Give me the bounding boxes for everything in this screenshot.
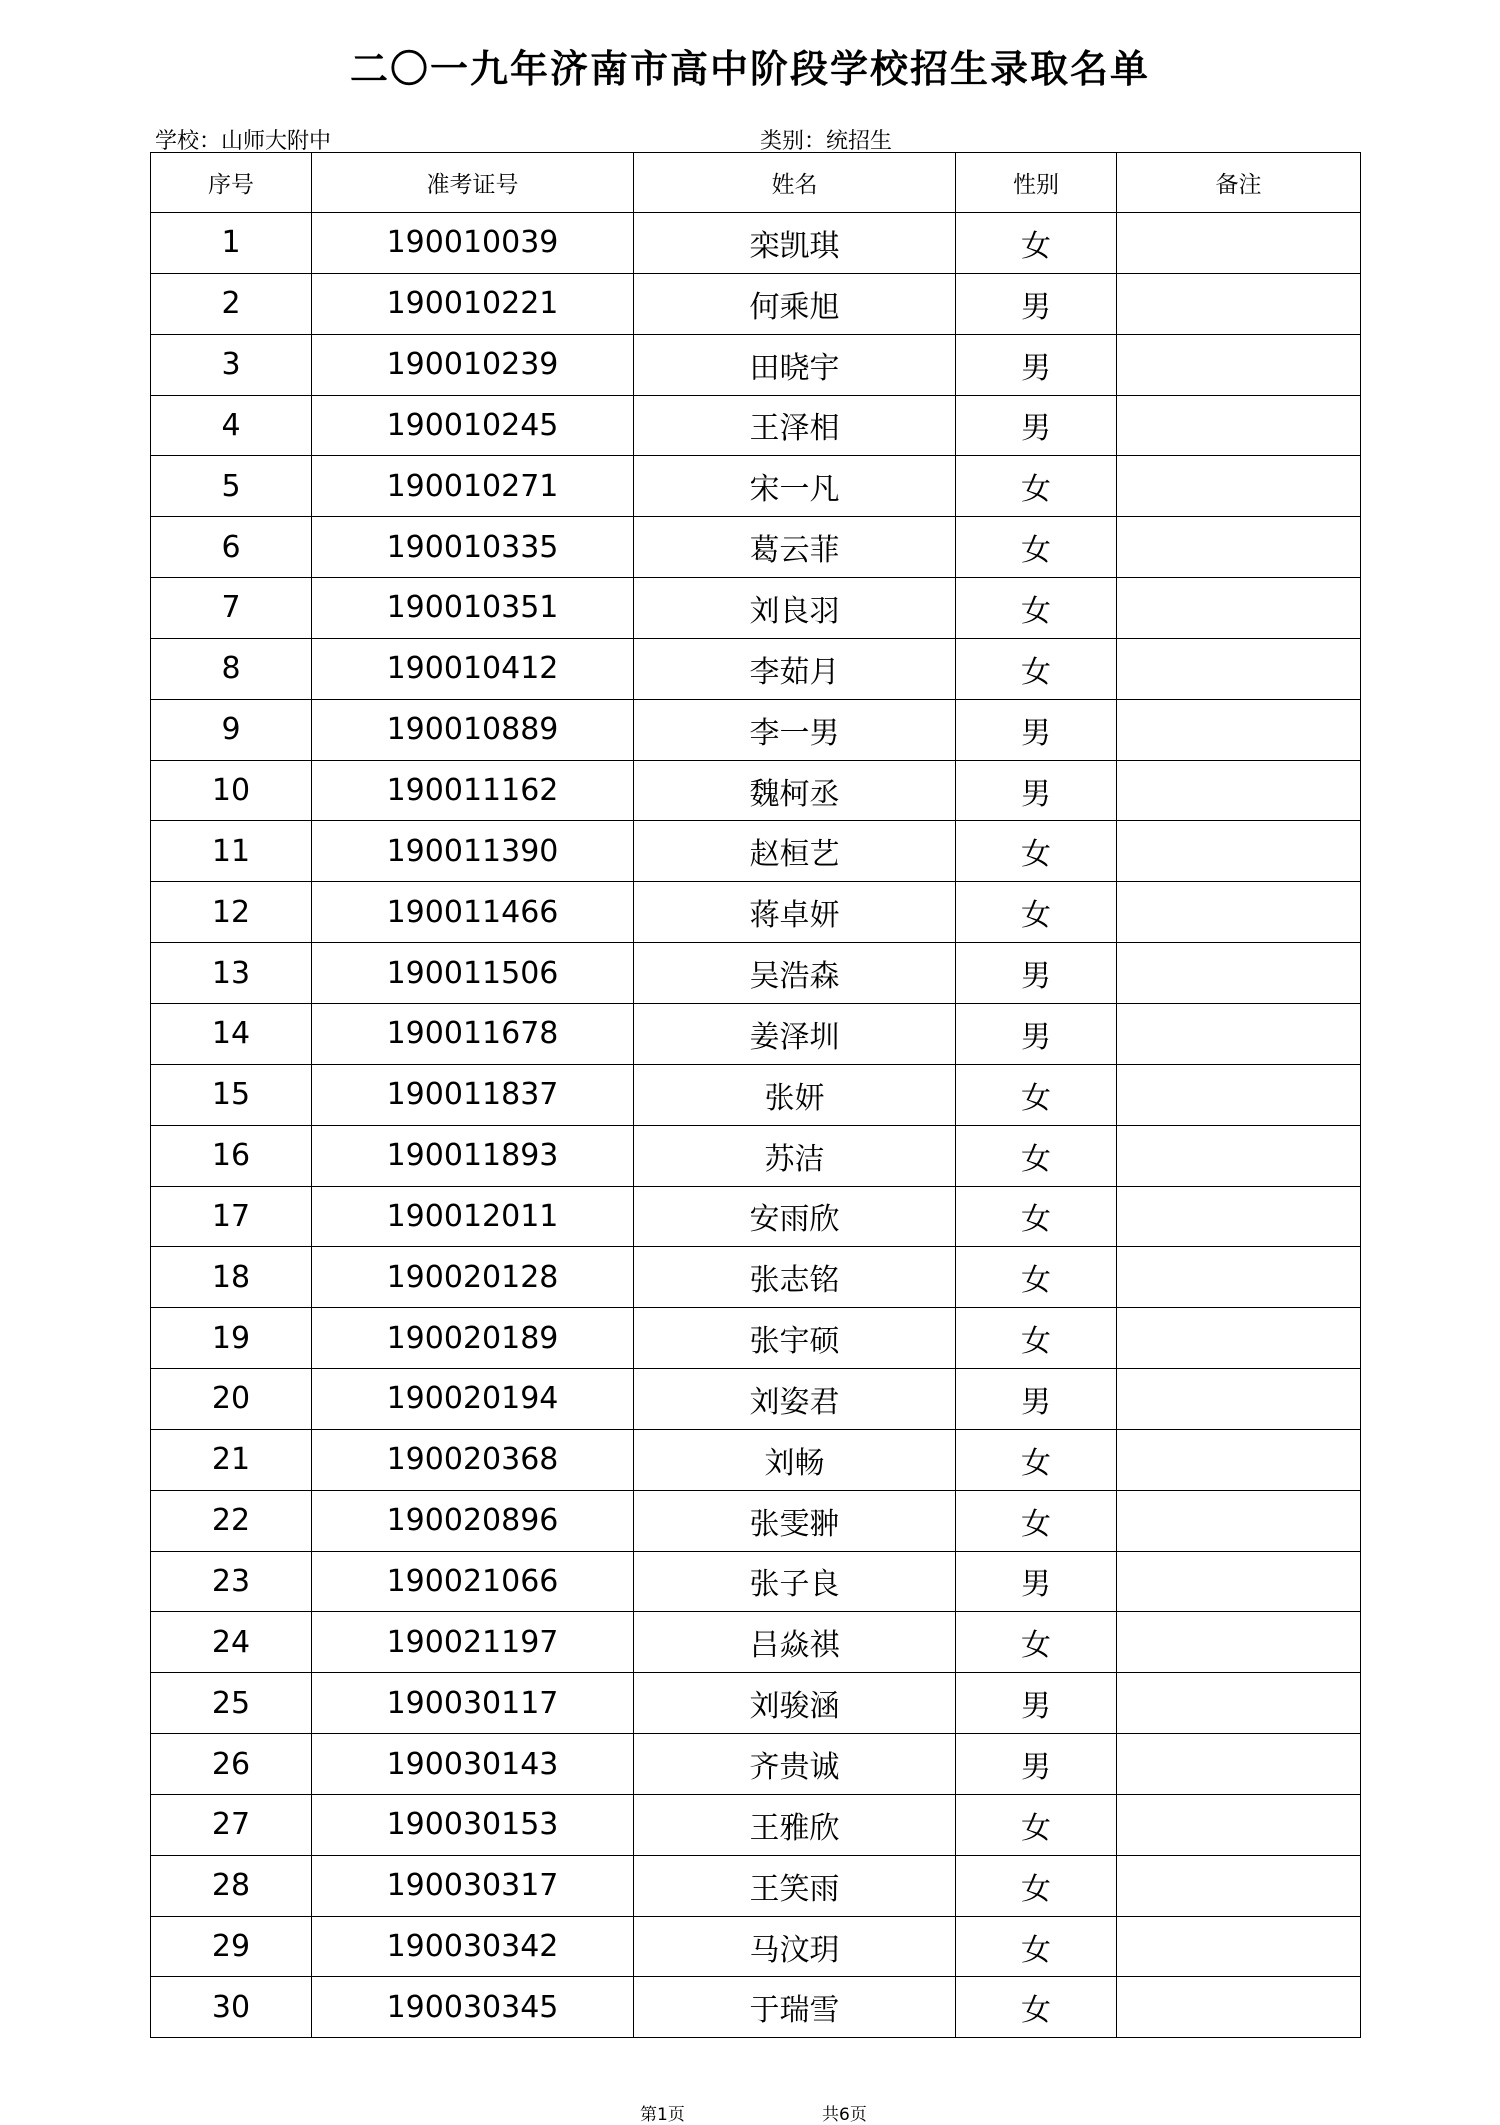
cell-name: 田晓宇 xyxy=(634,334,956,395)
school-label: 学校：山师大附中 xyxy=(155,129,332,154)
cell-index: 12 xyxy=(151,882,312,943)
cell-gender: 女 xyxy=(956,1064,1117,1125)
cell-remarks xyxy=(1117,517,1361,578)
cell-gender: 女 xyxy=(956,1186,1117,1247)
cell-gender: 男 xyxy=(956,1734,1117,1795)
cell-exam-number: 190011506 xyxy=(312,943,634,1004)
cell-gender: 女 xyxy=(956,1247,1117,1308)
table-row xyxy=(151,699,1361,760)
cell-remarks xyxy=(1117,1003,1361,1064)
cell-index: 19 xyxy=(151,1308,312,1369)
cell-remarks xyxy=(1117,456,1361,517)
table-row xyxy=(151,1673,1361,1734)
cell-gender: 女 xyxy=(956,882,1117,943)
cell-exam-number: 190030317 xyxy=(312,1855,634,1916)
table-row xyxy=(151,1977,1361,2038)
table-row xyxy=(151,760,1361,821)
cell-exam-number: 190010245 xyxy=(312,395,634,456)
cell-exam-number: 190020368 xyxy=(312,1429,634,1490)
cell-remarks xyxy=(1117,943,1361,1004)
cell-gender: 女 xyxy=(956,213,1117,274)
cell-index: 6 xyxy=(151,517,312,578)
cell-gender: 男 xyxy=(956,1003,1117,1064)
cell-gender: 女 xyxy=(956,1916,1117,1977)
cell-remarks xyxy=(1117,760,1361,821)
cell-gender: 女 xyxy=(956,1977,1117,2038)
cell-name: 赵桓艺 xyxy=(634,821,956,882)
cell-index: 18 xyxy=(151,1247,312,1308)
cell-gender: 女 xyxy=(956,1490,1117,1551)
cell-index: 1 xyxy=(151,213,312,274)
cell-exam-number: 190020128 xyxy=(312,1247,634,1308)
cell-index: 7 xyxy=(151,578,312,639)
cell-remarks xyxy=(1117,1916,1361,1977)
cell-gender: 女 xyxy=(956,1308,1117,1369)
cell-index: 4 xyxy=(151,395,312,456)
cell-remarks xyxy=(1117,821,1361,882)
table-row xyxy=(151,1855,1361,1916)
cell-index: 23 xyxy=(151,1551,312,1612)
cell-index: 29 xyxy=(151,1916,312,1977)
cell-name: 齐贵诚 xyxy=(634,1734,956,1795)
cell-gender: 女 xyxy=(956,456,1117,517)
cell-name: 张宇硕 xyxy=(634,1308,956,1369)
cell-remarks xyxy=(1117,273,1361,334)
table-row xyxy=(151,1429,1361,1490)
document-title: 二〇一九年济南市高中阶段学校招生录取名单 xyxy=(349,47,1150,91)
cell-exam-number: 190021197 xyxy=(312,1612,634,1673)
cell-gender: 女 xyxy=(956,517,1117,578)
cell-name: 刘姿君 xyxy=(634,1369,956,1430)
table-row xyxy=(151,821,1361,882)
cell-index: 22 xyxy=(151,1490,312,1551)
cell-exam-number: 190030345 xyxy=(312,1977,634,2038)
category-label: 类别：统招生 xyxy=(760,129,893,154)
page-number: 第1页 xyxy=(640,2105,685,2125)
cell-gender: 男 xyxy=(956,273,1117,334)
cell-gender: 男 xyxy=(956,1369,1117,1430)
cell-remarks xyxy=(1117,1794,1361,1855)
cell-remarks xyxy=(1117,213,1361,274)
table-row xyxy=(151,882,1361,943)
table-row xyxy=(151,1369,1361,1430)
cell-exam-number: 190010039 xyxy=(312,213,634,274)
table-row xyxy=(151,395,1361,456)
cell-gender: 女 xyxy=(956,821,1117,882)
header-index: 序号 xyxy=(151,153,312,213)
table-row xyxy=(151,638,1361,699)
cell-gender: 男 xyxy=(956,699,1117,760)
cell-exam-number: 190020896 xyxy=(312,1490,634,1551)
cell-index: 13 xyxy=(151,943,312,1004)
table-row xyxy=(151,1612,1361,1673)
cell-index: 25 xyxy=(151,1673,312,1734)
table-row xyxy=(151,213,1361,274)
cell-remarks xyxy=(1117,1673,1361,1734)
cell-gender: 男 xyxy=(956,1673,1117,1734)
cell-gender: 男 xyxy=(956,395,1117,456)
cell-remarks xyxy=(1117,578,1361,639)
cell-index: 9 xyxy=(151,699,312,760)
table-row xyxy=(151,943,1361,1004)
cell-exam-number: 190011162 xyxy=(312,760,634,821)
cell-exam-number: 190010239 xyxy=(312,334,634,395)
cell-name: 李茹月 xyxy=(634,638,956,699)
header-gender: 性别 xyxy=(956,153,1117,213)
header-row xyxy=(151,153,1361,213)
cell-exam-number: 190011837 xyxy=(312,1064,634,1125)
cell-index: 10 xyxy=(151,760,312,821)
cell-exam-number: 190010889 xyxy=(312,699,634,760)
cell-name: 刘畅 xyxy=(634,1429,956,1490)
cell-exam-number: 190030342 xyxy=(312,1916,634,1977)
table-row xyxy=(151,456,1361,517)
cell-gender: 男 xyxy=(956,1551,1117,1612)
cell-name: 安雨欣 xyxy=(634,1186,956,1247)
table-row xyxy=(151,1247,1361,1308)
cell-index: 20 xyxy=(151,1369,312,1430)
table-row xyxy=(151,1916,1361,1977)
cell-remarks xyxy=(1117,1308,1361,1369)
header-exam-number: 准考证号 xyxy=(312,153,634,213)
table-row xyxy=(151,1186,1361,1247)
cell-remarks xyxy=(1117,1064,1361,1125)
cell-exam-number: 190012011 xyxy=(312,1186,634,1247)
cell-exam-number: 190030153 xyxy=(312,1794,634,1855)
cell-remarks xyxy=(1117,1429,1361,1490)
cell-remarks xyxy=(1117,1734,1361,1795)
cell-index: 16 xyxy=(151,1125,312,1186)
cell-gender: 男 xyxy=(956,334,1117,395)
cell-index: 30 xyxy=(151,1977,312,2038)
table-row xyxy=(151,1490,1361,1551)
cell-exam-number: 190011678 xyxy=(312,1003,634,1064)
cell-name: 刘良羽 xyxy=(634,578,956,639)
cell-name: 张妍 xyxy=(634,1064,956,1125)
cell-name: 王雅欣 xyxy=(634,1794,956,1855)
cell-gender: 女 xyxy=(956,1855,1117,1916)
cell-exam-number: 190010351 xyxy=(312,578,634,639)
cell-name: 蒋卓妍 xyxy=(634,882,956,943)
cell-gender: 女 xyxy=(956,1794,1117,1855)
cell-exam-number: 190011390 xyxy=(312,821,634,882)
table-row xyxy=(151,273,1361,334)
cell-index: 28 xyxy=(151,1855,312,1916)
cell-gender: 男 xyxy=(956,760,1117,821)
cell-index: 2 xyxy=(151,273,312,334)
cell-remarks xyxy=(1117,699,1361,760)
table-row xyxy=(151,1551,1361,1612)
cell-index: 15 xyxy=(151,1064,312,1125)
table-body xyxy=(151,213,1361,2038)
cell-gender: 女 xyxy=(956,1612,1117,1673)
cell-name: 苏洁 xyxy=(634,1125,956,1186)
cell-remarks xyxy=(1117,1369,1361,1430)
cell-exam-number: 190011893 xyxy=(312,1125,634,1186)
admission-table xyxy=(150,152,1361,2038)
cell-name: 马汶玥 xyxy=(634,1916,956,1977)
table-row xyxy=(151,1734,1361,1795)
cell-index: 3 xyxy=(151,334,312,395)
cell-name: 栾凯琪 xyxy=(634,213,956,274)
cell-exam-number: 190010412 xyxy=(312,638,634,699)
cell-index: 8 xyxy=(151,638,312,699)
cell-name: 张雯翀 xyxy=(634,1490,956,1551)
table-row xyxy=(151,1308,1361,1369)
table-row xyxy=(151,517,1361,578)
cell-name: 张志铭 xyxy=(634,1247,956,1308)
cell-name: 吴浩森 xyxy=(634,943,956,1004)
cell-name: 吕焱祺 xyxy=(634,1612,956,1673)
cell-name: 王泽相 xyxy=(634,395,956,456)
cell-exam-number: 190021066 xyxy=(312,1551,634,1612)
cell-gender: 女 xyxy=(956,1125,1117,1186)
cell-name: 葛云菲 xyxy=(634,517,956,578)
cell-index: 26 xyxy=(151,1734,312,1795)
cell-gender: 女 xyxy=(956,1429,1117,1490)
cell-gender: 女 xyxy=(956,638,1117,699)
cell-name: 魏柯丞 xyxy=(634,760,956,821)
cell-exam-number: 190010221 xyxy=(312,273,634,334)
cell-index: 5 xyxy=(151,456,312,517)
cell-exam-number: 190020189 xyxy=(312,1308,634,1369)
cell-exam-number: 190010271 xyxy=(312,456,634,517)
cell-name: 刘骏涵 xyxy=(634,1673,956,1734)
cell-remarks xyxy=(1117,1855,1361,1916)
cell-name: 李一男 xyxy=(634,699,956,760)
table-row xyxy=(151,334,1361,395)
table-row xyxy=(151,578,1361,639)
cell-name: 何乘旭 xyxy=(634,273,956,334)
cell-exam-number: 190030117 xyxy=(312,1673,634,1734)
cell-gender: 男 xyxy=(956,943,1117,1004)
cell-index: 24 xyxy=(151,1612,312,1673)
table-header xyxy=(151,153,1361,213)
table-row xyxy=(151,1125,1361,1186)
cell-index: 11 xyxy=(151,821,312,882)
cell-exam-number: 190030143 xyxy=(312,1734,634,1795)
cell-remarks xyxy=(1117,1125,1361,1186)
cell-remarks xyxy=(1117,1612,1361,1673)
cell-index: 27 xyxy=(151,1794,312,1855)
cell-remarks xyxy=(1117,1977,1361,2038)
header-remarks: 备注 xyxy=(1117,153,1361,213)
cell-remarks xyxy=(1117,1186,1361,1247)
cell-name: 王笑雨 xyxy=(634,1855,956,1916)
cell-gender: 女 xyxy=(956,578,1117,639)
cell-remarks xyxy=(1117,1551,1361,1612)
cell-remarks xyxy=(1117,334,1361,395)
page-total: 共6页 xyxy=(822,2105,867,2125)
cell-index: 14 xyxy=(151,1003,312,1064)
table-row xyxy=(151,1003,1361,1064)
cell-exam-number: 190010335 xyxy=(312,517,634,578)
cell-name: 张子良 xyxy=(634,1551,956,1612)
cell-remarks xyxy=(1117,882,1361,943)
cell-remarks xyxy=(1117,1247,1361,1308)
cell-index: 17 xyxy=(151,1186,312,1247)
cell-remarks xyxy=(1117,395,1361,456)
cell-name: 姜泽圳 xyxy=(634,1003,956,1064)
cell-remarks xyxy=(1117,638,1361,699)
cell-name: 于瑞雪 xyxy=(634,1977,956,2038)
cell-index: 21 xyxy=(151,1429,312,1490)
cell-remarks xyxy=(1117,1490,1361,1551)
cell-exam-number: 190020194 xyxy=(312,1369,634,1430)
header-name: 姓名 xyxy=(634,153,956,213)
cell-exam-number: 190011466 xyxy=(312,882,634,943)
table-row xyxy=(151,1794,1361,1855)
table-row xyxy=(151,1064,1361,1125)
cell-name: 宋一凡 xyxy=(634,456,956,517)
